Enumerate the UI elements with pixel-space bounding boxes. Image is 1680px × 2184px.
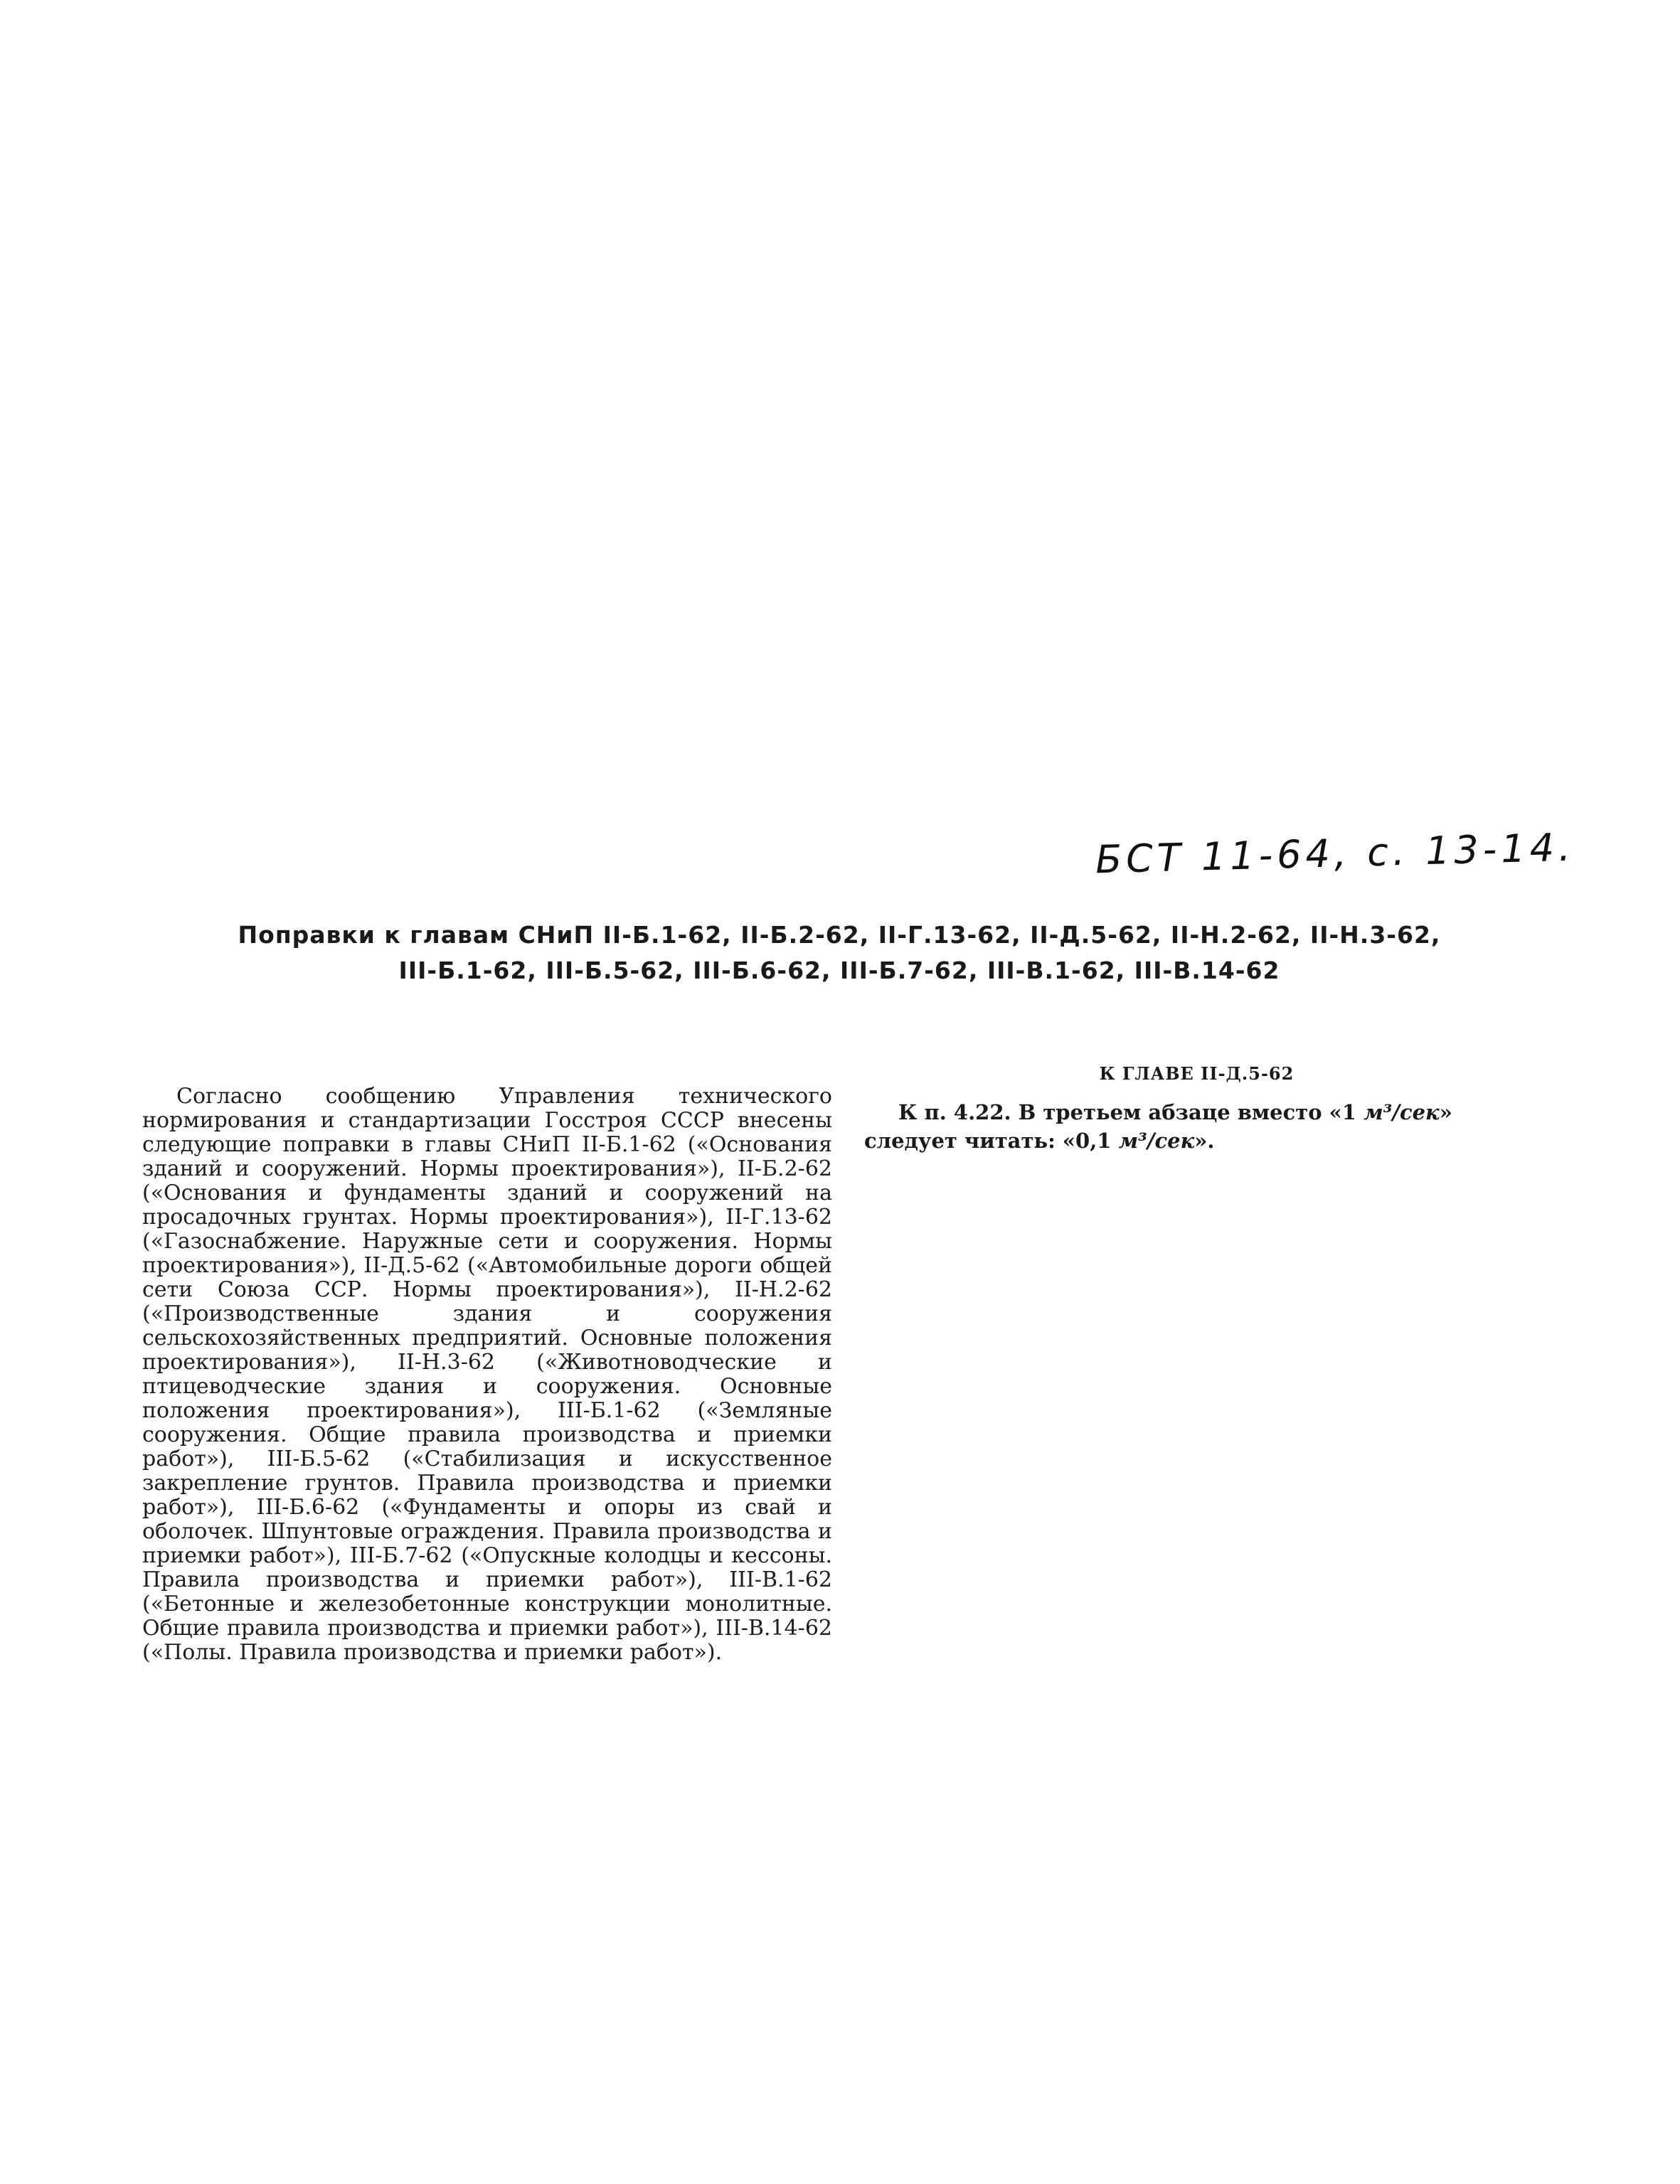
amendment-text-part-1: В третьем абзаце вместо «1 (1011, 1100, 1364, 1124)
intro-paragraph: Согласно сообщению Управления технического нормирования и стандартизации Госстроя СССР внесены следующие поправки в главы СНиП II-Б.1-62 («Основания зданий и сооружений. Нормы проектирования»), II-Б.2-62 («Основания и фундаменты зданий и сооружений на просадочных грунтах. Нормы проектирования»), II-Г.13-62 («Газоснабжение. Наружные сети и сооружения. Нормы проектирования»), II-Д.5-62 («Автомобильные дороги общей сети Союза ССР. Нормы проектирования»), II-Н.2-62 («Производственные здания и сооружения сельскохозяйственных предприятий. Основные положения проектирования»), II-Н.3-62 («Животноводческие и птицеводческие здания и сооружения. Основные положения проектирования»), III-Б.1-62 («Земляные сооружения. Общие правила производства и приемки работ»), III-Б.5-62 («Стабилизация и искусственное закрепление грунтов. Правила производства и приемки работ»), III-Б.6-62 («Фундаменты и опоры из свай и оболочек. Шпунтовые ограждения. Правила производства и приемки работ»), III-Б.7-62 («Опускные колодцы и кессоны. Правила производства и приемки работ»), III-В.1-62 («Бетонные и железобетонные конструкции монолитные. Общие правила производства и приемки работ»), III-В.14-62 («Полы. Правила производства и приемки работ»). (142, 1084, 832, 1665)
document-title (213, 917, 1465, 989)
amendment-section (864, 1060, 1529, 1155)
amendment-text-part-2: » следует читать: «0,1 (864, 1100, 1452, 1153)
new-unit: м³/сек (1118, 1129, 1195, 1153)
handwritten-reference-note: БСТ 11-64, с. 13-14. (1095, 824, 1575, 883)
document-title-line-1: Поправки к главам СНиП II-Б.1-62, II-Б.2-62, II-Г.13-62, II-Д.5-62, II-Н.2-62, II-Н.3-62, (238, 921, 1441, 949)
old-unit: м³/сек (1363, 1100, 1440, 1124)
amendment-paragraph (864, 1098, 1529, 1155)
document-title-line-2: III-Б.1-62, III-Б.5-62, III-Б.6-62, III-Б.7-62, III-В.1-62, III-В.14-62 (398, 957, 1280, 984)
chapter-heading: К ГЛАВЕ II-Д.5-62 (1099, 1063, 1294, 1084)
amendment-text-part-3: ». (1194, 1129, 1215, 1153)
item-label: К п. 4.22. (898, 1100, 1011, 1124)
